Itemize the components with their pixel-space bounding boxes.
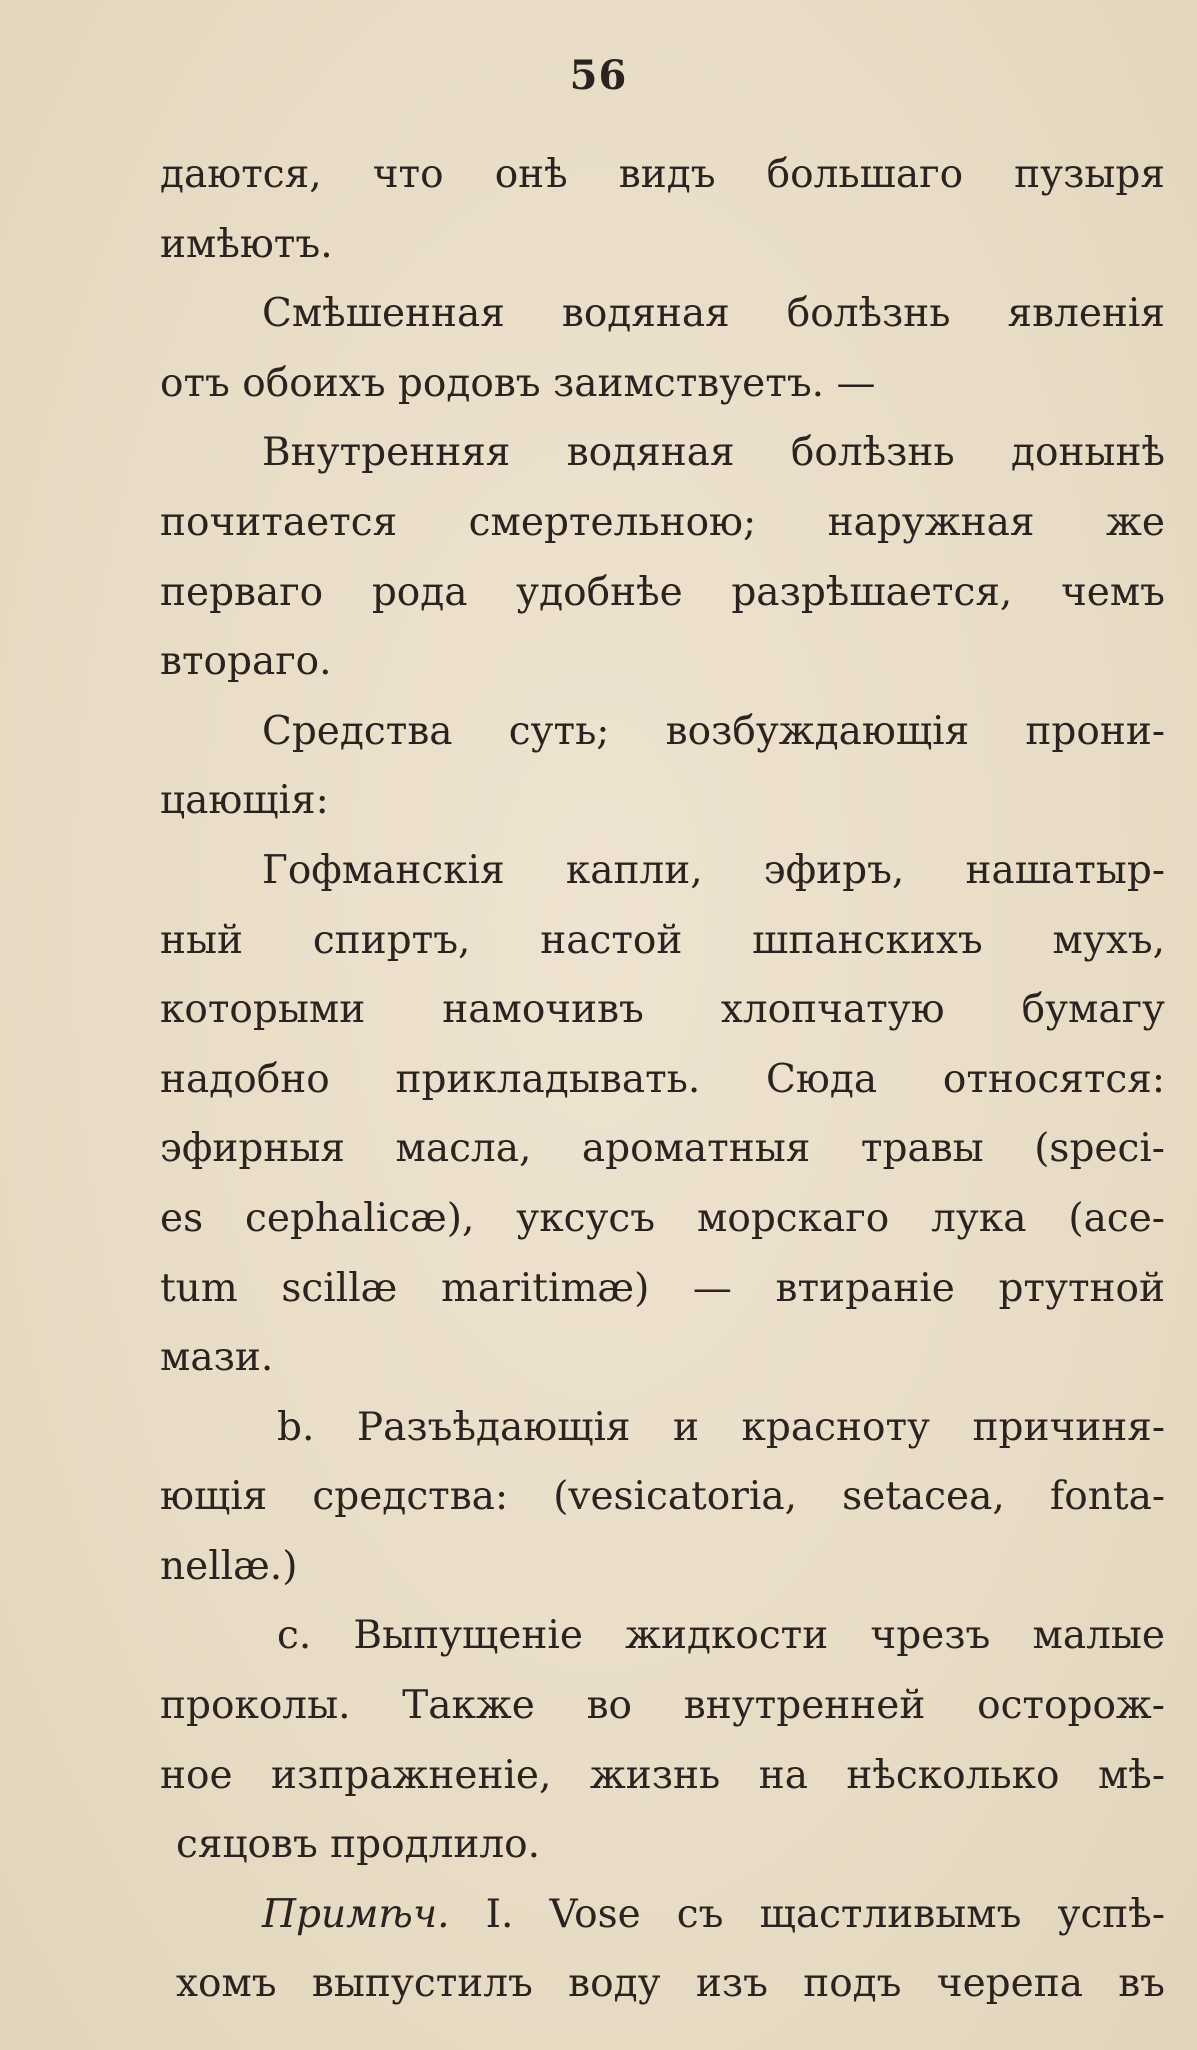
text-line: хомъ выпустилъ воду изъ подъ черепа въ	[176, 1961, 1165, 2007]
text-line: даются, что онѣ видъ большаго пузыря	[160, 152, 1165, 197]
text-line: имѣютъ.	[160, 221, 333, 267]
note-text: I. Vose съ щастливымъ успѣ-	[485, 1891, 1165, 1937]
text-line: цающія:	[160, 778, 329, 824]
body-text	[160, 140, 1165, 2019]
note-line	[160, 1880, 1165, 1950]
text-line: эфирныя масла, ароматныя травы (speci-	[160, 1126, 1165, 1172]
text-line: сяцовъ продлило.	[176, 1822, 541, 1868]
text-line: es cephalicæ), уксусъ морскаго лука (ace-	[160, 1195, 1165, 1241]
text-line: Средства суть; возбуждающія прони-	[262, 708, 1165, 754]
text-line: tum scillæ maritimæ) — втираніе ртутной	[160, 1265, 1165, 1311]
note-label: Примѣч.	[262, 1891, 450, 1937]
text-line: Смѣшенная водяная болѣзнь явленія	[262, 291, 1165, 337]
text-line: ный спиртъ, настой шпанскихъ мухъ,	[160, 917, 1165, 963]
text-line: почитается смертельною; наружная же	[160, 499, 1165, 545]
text-line: которыми намочивъ хлопчатую бумагу	[160, 987, 1165, 1033]
text-line: b. Разъѣдающія и красноту причиня-	[277, 1404, 1165, 1450]
text-line: втораго.	[160, 639, 332, 685]
text-line: мази.	[160, 1335, 274, 1381]
text-line: ное изпражненіе, жизнь на нѣсколько мѣ-	[160, 1752, 1165, 1798]
text-line: nellæ.)	[160, 1543, 298, 1589]
text-line: Внутренняя водяная болѣзнь донынѣ	[262, 430, 1165, 476]
text-line: перваго рода удобнѣе разрѣшается, чемъ	[160, 569, 1165, 615]
text-line: проколы. Также во внутренней осторож-	[160, 1683, 1165, 1729]
text-line: Гофманскія капли, эфиръ, нашатыр-	[262, 847, 1165, 893]
text-line: надобно прикладывать. Сюда относятся:	[160, 1056, 1165, 1102]
text-line: ющія средства: (vesicatoria, setacea, fonta-	[160, 1474, 1165, 1520]
page-number: 56	[569, 52, 628, 99]
text-line: c. Выпущеніе жидкости чрезъ малые	[277, 1613, 1165, 1659]
text-line: отъ обоихъ родовъ заимствуетъ. —	[160, 360, 876, 406]
